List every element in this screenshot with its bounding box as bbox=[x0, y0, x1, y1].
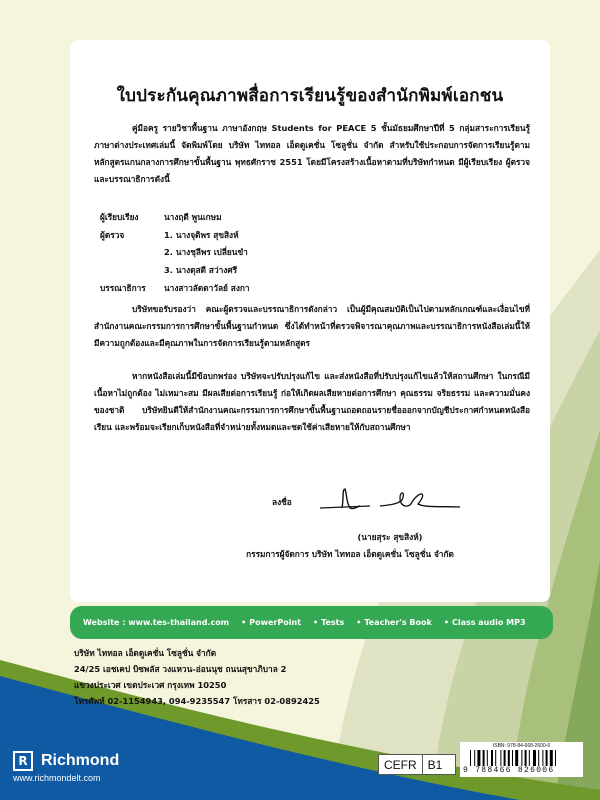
barcode-bar bbox=[521, 750, 522, 766]
certification-paragraph: บริษัทขอรับรองว่า คณะผู้ตรวจและบรรณาธิการดังกล่าว เป็นผู้มีคุณสมบัติเป็นไปตามหลักเกณฑ์และเงื่อนไขที่สำนักงานคณะกรรมการการศึกษาขั้นพื้นฐานกำหนด ซึ่งได้ทำหน้าที่ตรวจพิจารณาคุณภาพและบรรณาธิการหนังสือเล่มนี้ให้มีความถูกต้องและมีคุณภาพในการจัดการเรียนรู้ตามหลักสูตร bbox=[94, 304, 530, 348]
barcode-bar bbox=[491, 750, 493, 766]
cefr-label: CEFR bbox=[384, 757, 417, 772]
publisher-name: Richmond bbox=[41, 752, 120, 769]
staff-name: 2. นางชุลีพร เปลี่ยนขำ bbox=[164, 247, 248, 258]
staff-role: ผู้ตรวจ bbox=[100, 229, 125, 240]
signer-name: (นายสุระ สุขสิงห์) bbox=[357, 532, 423, 542]
cefr-badge bbox=[378, 754, 456, 775]
publisher-url[interactable]: www.richmondelt.com bbox=[13, 773, 101, 783]
staff-name: 1. นางจุติพร สุขสิงห์ bbox=[164, 229, 239, 240]
quality-certificate-card bbox=[70, 40, 550, 602]
isbn-barcode bbox=[460, 742, 583, 777]
staff-role: ผู้เรียบเรียง bbox=[100, 211, 139, 222]
staff-row bbox=[100, 244, 250, 262]
liability-paragraph: หากหนังสือเล่มนี้มีข้อบกพร่อง บริษัทจะปรับปรุงแก้ไข และส่งหนังสือที่ปรับปรุงแก้ไขแล้วให้สถานศึกษา ในกรณีมีเนื้อหาไม่ถูกต้อง ไม่เหมาะสม มีผลเสียต่อการเรียนรู้ ก่อให้เกิดผลเสียหายต่อการศึกษา คุณธรรม จริยธรรม และความมั่นคงของชาติ บริษัทยินดีให้สำนักงานคณะกรรมการการศึกษาขั้นพื้นฐานถอดถอนรายชื่อออกจากบัญชีประกาศกำหนดหนังสือเรียน และพร้อมจะเรียกเก็บหนังสือที่จำหน่ายทั้งหมดและชดใช้ค่าเสียหายให้กับสถานศึกษา bbox=[94, 371, 530, 432]
staff-row bbox=[100, 279, 250, 297]
barcode-bar bbox=[529, 750, 530, 766]
address-line: 24/25 เอชเคป บิซพลัส วงแหวน-อ่อนนุช ถนนสุขาภิบาล 2 bbox=[74, 664, 287, 674]
cefr-level: B1 bbox=[422, 755, 455, 774]
address-line: แขวงประเวศ เขตประเวศ กรุงเทพ 10250 bbox=[74, 680, 227, 690]
barcode-bar bbox=[500, 750, 501, 766]
barcode-bar bbox=[533, 750, 536, 766]
intro-paragraph: คู่มือครู รายวิชาพื้นฐาน ภาษาอังกฤษ Students for PEACE 5 ชั้นมัธยมศึกษาปีที่ 5 กลุ่มสาระการเรียนรู้ภาษาต่างประเทศเล่มนี้ จัดพิมพ์โดย บริษัท ไททอล เอ็ดดูเคชั่น โซลูชั่น จำกัด สำหรับใช้ประกอบการจัดการเรียนรู้ตามหลักสูตรแกนกลางการศึกษาขั้นพื้นฐาน พุทธศักราช 2551 โดยมีโครงสร้างเนื้อหาตามที่บริษัทกำหนด มีผู้เรียบเรียง ผู้ตรวจ และบรรณาธิการดังนี้ bbox=[94, 123, 530, 184]
address-line: โทรศัพท์ 02-1154943, 094-9235547 โทรสาร 02-0892425 bbox=[74, 696, 320, 706]
company-address bbox=[74, 645, 320, 709]
staff-name: นางสาวลัดดาวัลย์ สงกา bbox=[164, 283, 250, 294]
barcode-bar bbox=[512, 750, 513, 766]
sign-label: ลงชื่อ bbox=[272, 497, 292, 507]
barcode-bar bbox=[504, 750, 506, 766]
staff-role: บรรณาธิการ bbox=[100, 283, 146, 294]
isbn-number: 9 788466 826006 bbox=[463, 766, 555, 775]
barcode-bar bbox=[483, 750, 485, 766]
barcode-bar bbox=[555, 750, 556, 766]
signature bbox=[320, 486, 460, 516]
address-line: บริษัท ไททอล เอ็ดดูเคชั่น โซลูชั่น จำกัด bbox=[74, 648, 217, 658]
barcode-bar bbox=[538, 750, 539, 766]
staff-list bbox=[100, 208, 250, 297]
barcode-bar bbox=[546, 750, 548, 766]
barcode-bar bbox=[542, 750, 543, 766]
staff-name: นางฤดี พูนเกษม bbox=[164, 211, 222, 222]
certificate-title: ใบประกันคุณภาพสื่อการเรียนรู้ของสำนักพิมพ์เอกชน bbox=[116, 86, 504, 106]
staff-row bbox=[100, 226, 250, 244]
resources-banner bbox=[70, 606, 553, 639]
resource-item: • PowerPoint bbox=[241, 618, 301, 627]
richmond-logo-icon: R bbox=[13, 751, 33, 771]
resource-item: • Class audio MP3 bbox=[444, 618, 526, 627]
isbn-label: ISBN: 978-84-668-2600-6 bbox=[492, 743, 551, 749]
barcode-bar bbox=[487, 750, 488, 766]
barcode-bar bbox=[477, 750, 480, 766]
barcode-bar bbox=[550, 750, 553, 766]
barcode-bar bbox=[495, 750, 496, 766]
barcode-bar bbox=[515, 750, 518, 766]
signer-title: กรรมการผู้จัดการ บริษัท ไททอล เอ็ดดูเคชั่น โซลูชั่น จำกัด bbox=[246, 549, 454, 559]
resource-item: • Tests bbox=[313, 618, 344, 627]
barcode-bar bbox=[470, 750, 471, 766]
barcode-bar bbox=[508, 750, 510, 766]
staff-name: 3. นางดุสดี สว่างศรี bbox=[164, 265, 238, 276]
barcode-bar bbox=[525, 750, 527, 766]
website-link[interactable]: Website : www.tes-thailand.com bbox=[83, 618, 230, 627]
resource-item: • Teacher's Book bbox=[356, 618, 432, 627]
barcode-bar bbox=[474, 750, 475, 766]
staff-row bbox=[100, 261, 250, 279]
staff-row bbox=[100, 208, 250, 226]
richmond-logo bbox=[13, 751, 119, 771]
